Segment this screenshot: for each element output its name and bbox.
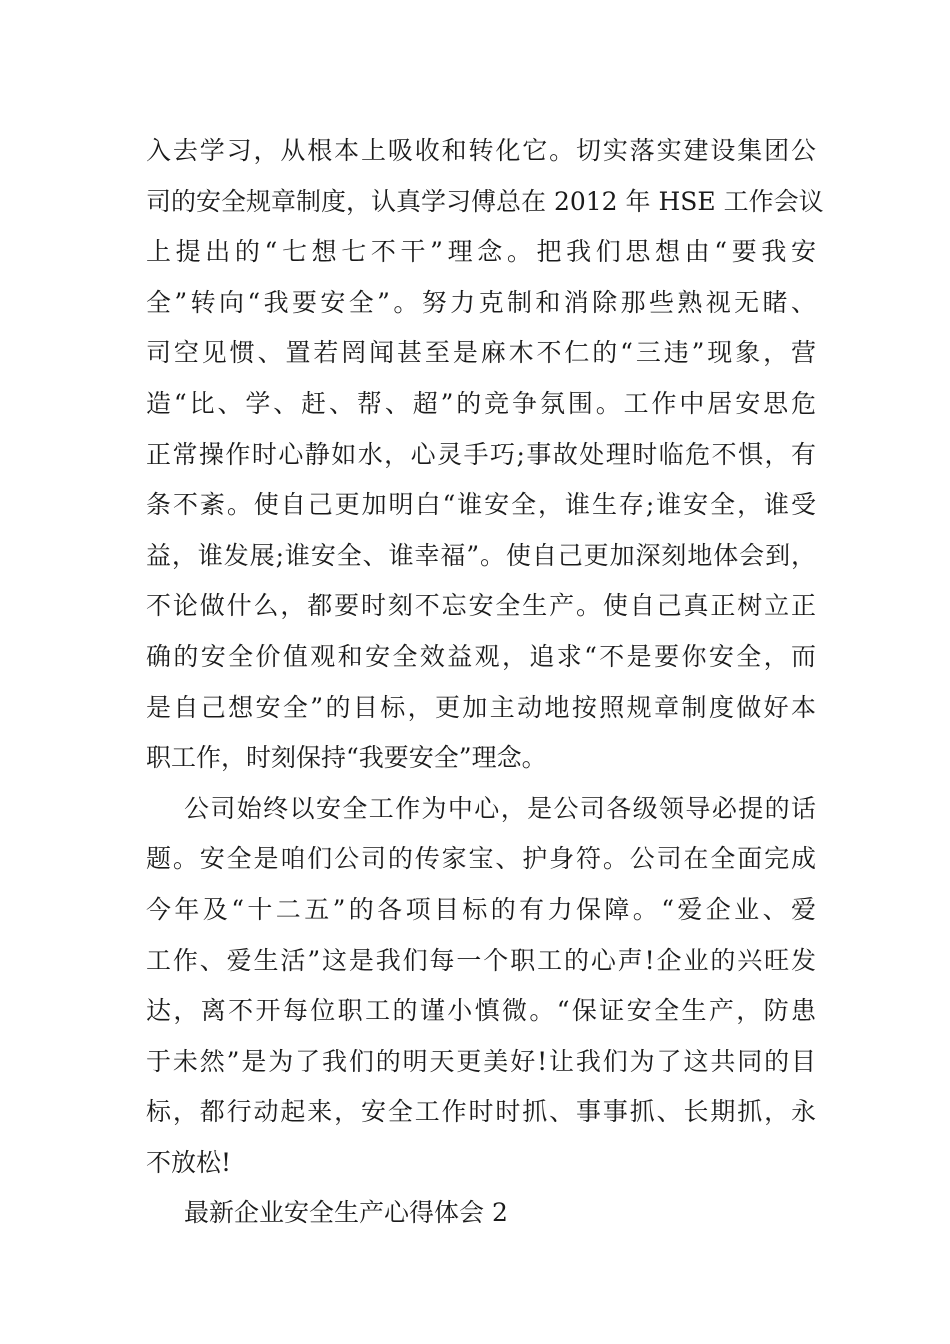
paragraph-line: 工作、爱生活”这是我们每一个职工的心声!企业的兴旺发	[146, 945, 816, 975]
paragraph-line: 条不紊。使自己更加明白“谁安全，谁生存;谁安全，谁受	[146, 490, 816, 520]
paragraph-line: 司的安全规章制度，认真学习傅总在 2012 年 HSE 工作会议	[146, 186, 824, 216]
paragraph-line: 入去学习，从根本上吸收和转化它。切实落实建设集团公	[146, 136, 816, 165]
paragraph-line: 标，都行动起来，安全工作时时抓、事事抓、长期抓，永	[146, 1097, 816, 1127]
paragraph-line: 益，谁发展;谁安全、谁幸福”。使自己更加深刻地体会到，	[146, 540, 816, 570]
paragraph-1	[146, 126, 824, 784]
paragraph-line: 公司始终以安全工作为中心，是公司各级领导必提的话	[184, 793, 816, 823]
paragraph-line: 题。安全是咱们公司的传家宝、护身符。公司在全面完成	[146, 844, 816, 874]
paragraph-line: 上提出的“七想七不干”理念。把我们思想由“要我安	[146, 237, 816, 267]
paragraph-line: 造“比、学、赶、帮、超”的竞争氛围。工作中居安思危	[146, 388, 816, 418]
paragraph-line: 是自己想安全”的目标，更加主动地按照规章制度做好本	[146, 692, 816, 722]
paragraph-line: 不放松!	[146, 1147, 232, 1177]
paragraph-line: 司空见惯、置若罔闻甚至是麻木不仁的“三违”现象，营	[146, 338, 816, 368]
paragraph-line: 今年及“十二五”的各项目标的有力保障。“爱企业、爱	[146, 894, 816, 924]
paragraph-line: 于未然”是为了我们的明天更美好!让我们为了这共同的目	[146, 1046, 816, 1076]
section-heading-text: 最新企业安全生产心得体会 2	[184, 1198, 508, 1228]
section-heading	[146, 1188, 816, 1239]
paragraph-line: 职工作，时刻保持“我要安全”理念。	[146, 743, 547, 773]
paragraph-line: 不论做什么，都要时刻不忘安全生产。使自己真正树立正	[146, 591, 816, 621]
paragraph-line: 正常操作时心静如水，心灵手巧;事故处理时临危不惧，有	[146, 439, 816, 469]
document-body	[146, 126, 824, 1239]
paragraph-line: 确的安全价值观和安全效益观，追求“不是要你安全，而	[146, 641, 816, 671]
paragraph-2	[146, 784, 816, 1189]
paragraph-line: 达，离不开每位职工的谨小慎微。“保证安全生产，防患	[146, 996, 816, 1026]
paragraph-line: 全”转向“我要安全”。努力克制和消除那些熟视无睹、	[146, 287, 816, 317]
